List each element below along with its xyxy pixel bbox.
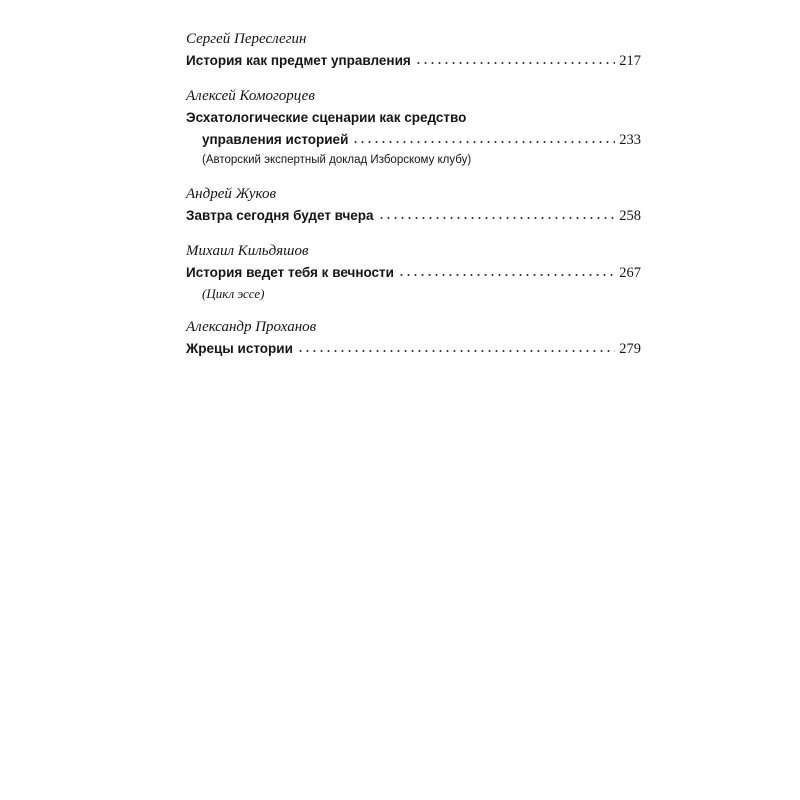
toc-page-number: 233 [619,132,641,148]
dot-leader [415,61,615,65]
toc-title: История как предмет управления [186,53,411,68]
toc-title: История ведет тебя к вечности [186,265,394,280]
toc-entry [186,183,641,227]
dot-leader [297,349,615,353]
toc-title-continued: управления историей [202,132,349,147]
toc-page-number: 217 [619,53,641,69]
dot-leader [352,140,615,144]
toc-entry [186,28,641,72]
toc-author: Михаил Кильдяшов [186,243,309,259]
toc-author: Александр Проханов [186,319,317,335]
toc-title-line [186,205,641,227]
toc-note: (Авторский экспертный доклад Изборскому клубу) [202,154,472,166]
table-of-contents [186,28,641,373]
toc-page-number: 267 [619,265,641,281]
toc-page-number: 258 [619,208,641,224]
toc-title-line [186,50,641,72]
toc-entry [186,240,641,303]
toc-author: Сергей Переслегин [186,31,307,47]
dot-leader [378,216,616,220]
toc-entry [186,85,641,170]
toc-title-line [186,107,641,129]
dot-leader [398,273,615,277]
toc-title: Жрецы истории [186,341,293,356]
toc-title-line [186,338,641,360]
toc-author: Андрей Жуков [186,186,277,202]
toc-entry [186,316,641,360]
toc-page-number: 279 [619,341,641,357]
toc-title: Эсхатологические сценарии как средство [186,110,467,125]
toc-note: (Цикл эссе) [202,286,265,301]
toc-title-line [186,129,641,151]
toc-title: Завтра сегодня будет вчера [186,208,374,223]
toc-author: Алексей Комогорцев [186,88,315,104]
toc-title-line [186,262,641,284]
